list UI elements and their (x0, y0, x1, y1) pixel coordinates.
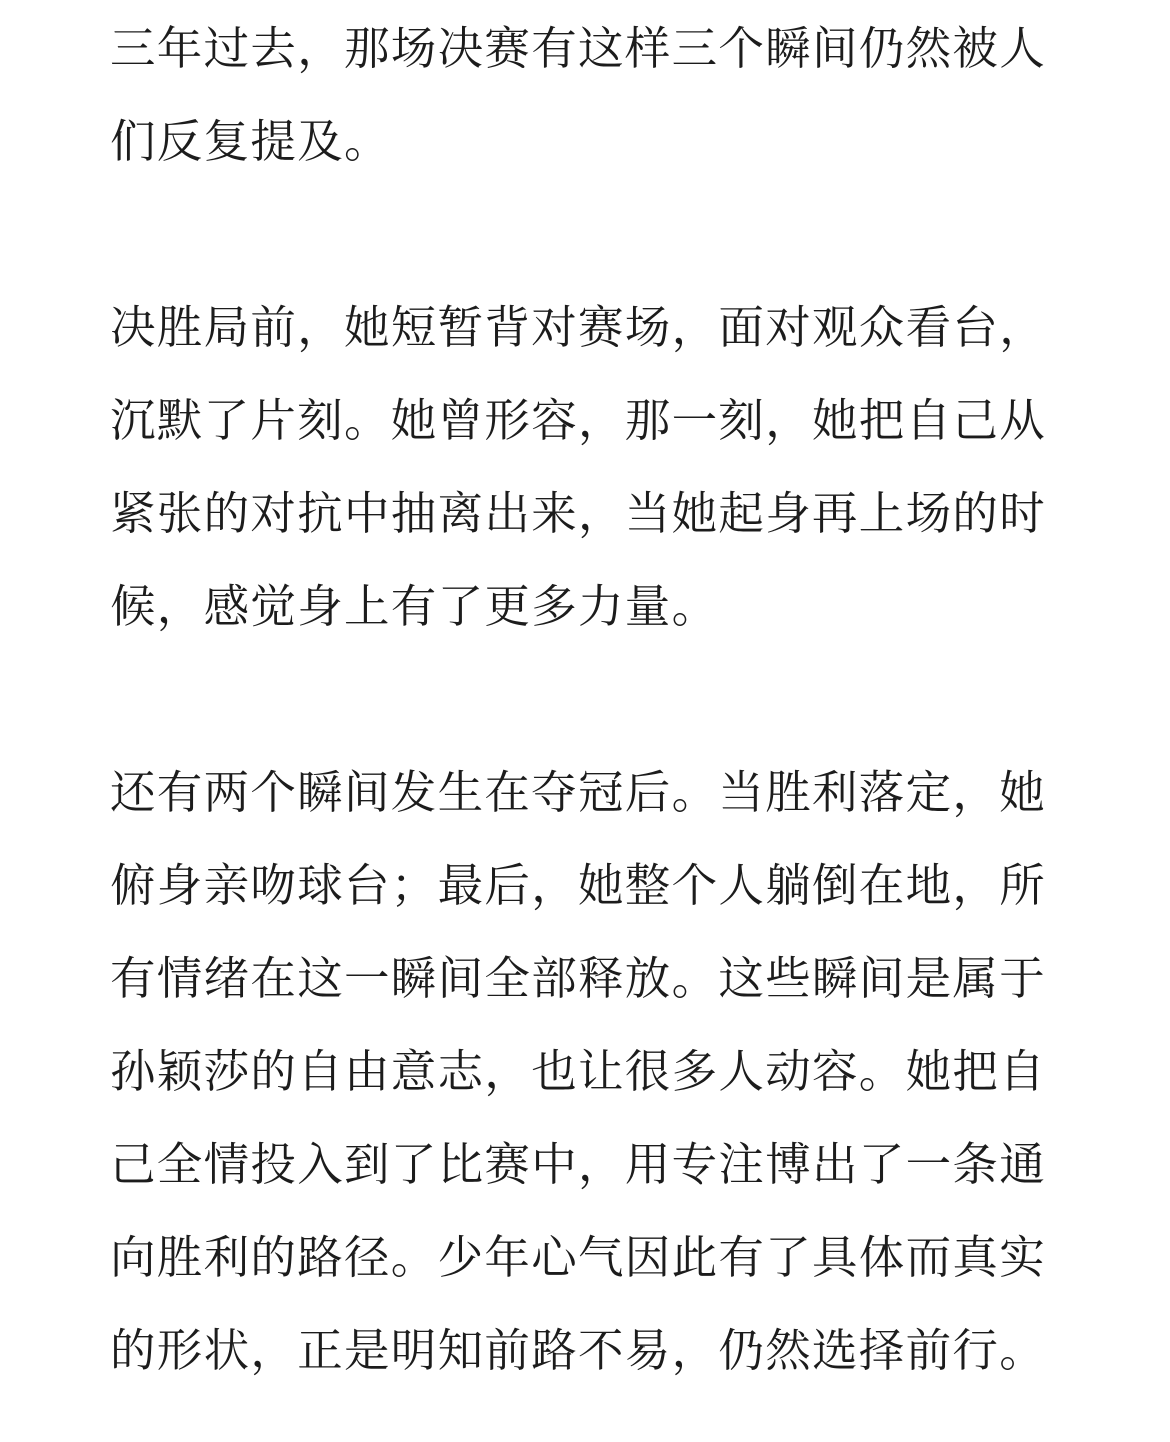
paragraph-3 (110, 746, 1070, 1397)
paragraph-1 (110, 2, 1070, 188)
article-body (110, 2, 1070, 1397)
paragraph-1-text: 三年过去，那场决赛有这样三个瞬间仍然被人们反复提及。 (110, 22, 1047, 168)
paragraph-2 (110, 281, 1070, 653)
paragraph-2-text: 决胜局前，她短暂背对赛场，面对观众看台，沉默了片刻。她曾形容，那一刻，她把自己从紧张的对抗中抽离出来，当她起身再上场的时候，感觉身上有了更多力量。 (110, 301, 1047, 633)
highlighted-sentence[interactable]: 少年心气因此有了具体而真实的形状，正是明知前路不易，仍然选择前行。 (110, 1231, 1047, 1377)
paragraph-3-text: 还有两个瞬间发生在夺冠后。当胜利落定，她俯身亲吻球台；最后，她整个人躺倒在地，所有情绪在这一瞬间全部释放。这些瞬间是属于孙颖莎的自由意志，也让很多人动容。她把自己全情投入到了比赛中，用专注博出了一条通向胜利的路径。 (110, 766, 1047, 1284)
